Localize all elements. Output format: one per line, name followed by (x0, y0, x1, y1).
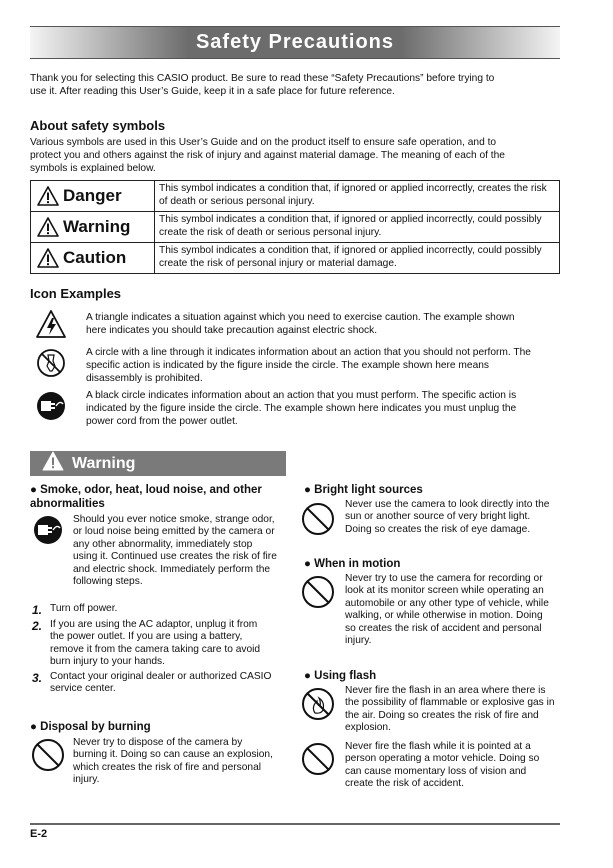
prohibited-icon (301, 575, 335, 609)
icon-example-text: A black circle indicates information about an action that you must perform. The specific action is indicated by the figure inside the circle. The example shown here indicates you must unplug the power cord from the power outlet. (86, 390, 517, 427)
page-number: E-2 (30, 828, 48, 840)
symbol-row-caution (31, 243, 560, 274)
symbol-row-danger (31, 181, 560, 212)
electric-shock-triangle-icon (36, 310, 66, 338)
step-item (32, 671, 277, 696)
motion-heading: ● When in motion (304, 558, 401, 570)
step-text: Contact your original dealer or authorized CASIO service center. (50, 670, 272, 695)
step-item (32, 619, 277, 669)
warning-section-header (30, 451, 286, 476)
unplug-icon (33, 515, 63, 545)
motion-text: Never try to use the camera for recording or look at its monitor screen while operating an automobile or any other type of vehicle, while walking, or while otherwise in motion. Doing so creates the risk of accident and personal injury. (345, 573, 549, 647)
unplug-icon (36, 391, 66, 421)
symbols-table (30, 180, 560, 274)
warning-triangle-icon (37, 248, 59, 269)
step-number: 1. (32, 603, 43, 617)
step-number: 2. (32, 619, 43, 633)
footer-divider (30, 823, 560, 825)
disposal-heading: ● Disposal by burning (30, 721, 151, 733)
warning-triangle-icon (37, 186, 59, 207)
about-text: Various symbols are used in this User’s Guide and on the product itself to ensure safe operation, and to protect you and others against the risk of injury and against material damage. The meaning of each of the symbols is explained below. (30, 137, 505, 174)
intro-text: Thank you for selecting this CASIO product. Be sure to read these “Safety Precautions” before trying to use it. After reading this User’s Guide, keep it in a safe place for future reference. (30, 73, 495, 97)
page-title: Safety Precautions (30, 26, 560, 59)
no-disassembly-icon (36, 348, 66, 378)
step-number: 3. (32, 670, 43, 685)
bright-text: Never use the camera to look directly into the sun or another source of very bright light. Doing so creates the risk of eye damage. (345, 499, 550, 535)
icon-example-text: A triangle indicates a situation against which you need to exercise caution. The example shown here indicates you should take precaution against electric shock. (86, 312, 515, 336)
smoke-heading: ● Smoke, odor, heat, loud noise, and other abnormalities (30, 484, 262, 510)
smoke-text: Should you ever notice smoke, strange odor, or loud noise being emitted by the camera or any other abnormality, immediately stop using it. Continued use creates the risk of fire and electric shock. Immediately perform the following steps. (73, 514, 277, 588)
step-text: Turn off power. (50, 603, 118, 614)
step-text: If you are using the AC adaptor, unplug it from the power outlet. If you are using a battery, remove it from the camera taking care to avoid burn injury to your hands. (50, 619, 261, 668)
symbol-row-warning (31, 212, 560, 243)
symbol-label: Caution (63, 247, 127, 267)
steps-list (32, 603, 277, 695)
symbol-description: This symbol indicates a condition that, if ignored or applied incorrectly, creates the risk of death or serious personal injury. (155, 181, 560, 212)
icon-example-text: A circle with a line through it indicates information about an action that you should not perform. The specific action is indicated by the figure inside the circle. The example shown here means disassembly is prohibited. (86, 347, 531, 384)
prohibited-icon (31, 738, 65, 772)
about-heading: About safety symbols (30, 118, 166, 133)
icon-examples-heading: Icon Examples (30, 286, 122, 301)
bright-heading: ● Bright light sources (304, 484, 423, 496)
step-item (32, 603, 277, 617)
warning-triangle-icon (37, 217, 59, 238)
flash-heading: ● Using flash (304, 670, 377, 682)
flash-text-1: Never fire the flash in an area where there is the possibility of flammable or explosive gas in the air. Doing so creates the risk of fire and explosion. (345, 685, 555, 734)
symbol-description: This symbol indicates a condition that, if ignored or applied incorrectly, could possibly create the risk of death or serious personal injury. (155, 212, 560, 243)
symbol-label: Warning (63, 216, 131, 236)
prohibited-icon (301, 502, 335, 536)
warning-triangle-icon (42, 451, 64, 472)
disposal-text: Never try to dispose of the camera by burning it. Doing so can cause an explosion, which creates the risk of fire and personal injury. (73, 737, 273, 786)
symbol-label: Danger (63, 185, 122, 205)
no-flame-icon (301, 687, 335, 721)
symbol-description: This symbol indicates a condition that, if ignored or applied incorrectly, could possibly create the risk of personal injury or material damage. (155, 243, 560, 274)
warning-section-title: Warning (72, 455, 136, 472)
flash-text-2: Never fire the flash while it is pointed at a person operating a motor vehicle. Doing so can cause momentary loss of vision and create the risk of accident. (345, 741, 540, 790)
prohibited-icon (301, 742, 335, 776)
